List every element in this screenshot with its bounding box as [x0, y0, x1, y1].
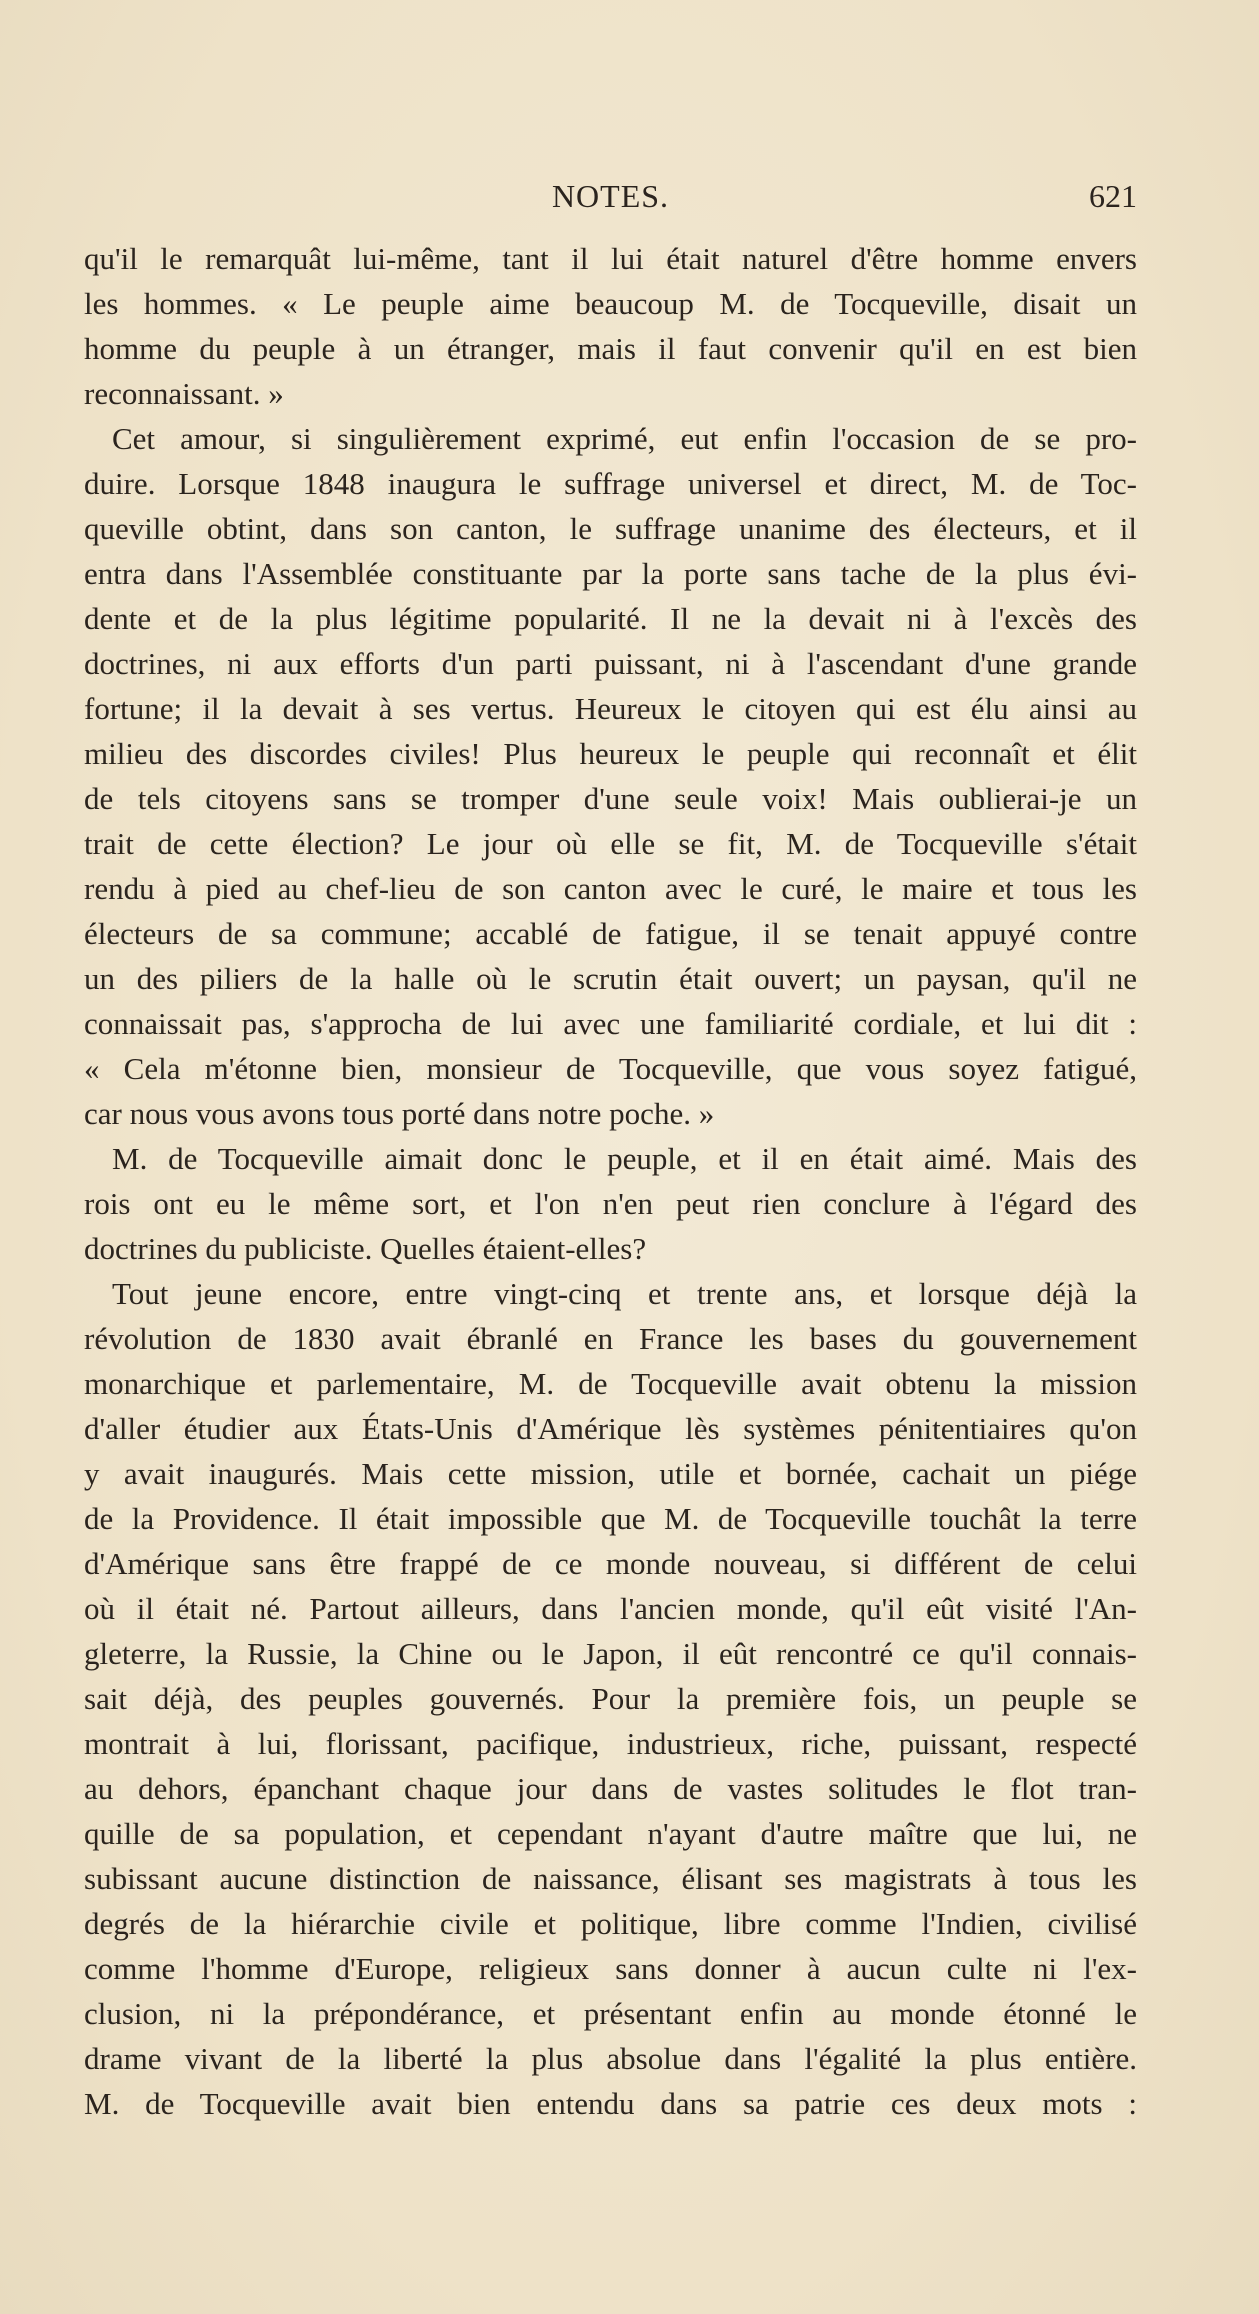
text-line: duire. Lorsque 1848 inaugura le suffrage universel et direct, M. de Toc- — [84, 466, 1137, 501]
text-line: gleterre, la Russie, la Chine ou le Japon, il eût rencontré ce qu'il connais- — [84, 1636, 1137, 1671]
text-line: entra dans l'Assemblée constituante par la porte sans tache de la plus évi- — [84, 556, 1137, 591]
text-line: doctrines du publiciste. Quelles étaient-elles? — [84, 1231, 647, 1266]
text-line: M. de Tocqueville aimait donc le peuple, et il en était aimé. Mais des — [112, 1141, 1137, 1176]
text-line: milieu des discordes civiles! Plus heureux le peuple qui reconnaît et élit — [84, 736, 1137, 771]
text-line: degrés de la hiérarchie civile et politique, libre comme l'Indien, civilisé — [84, 1906, 1137, 1941]
text-line: comme l'homme d'Europe, religieux sans donner à aucun culte ni l'ex- — [84, 1951, 1137, 1986]
body-text — [84, 236, 1137, 2126]
text-line: de la Providence. Il était impossible que M. de Tocqueville touchât la terre — [84, 1501, 1137, 1536]
text-line: reconnaissant. » — [84, 376, 284, 411]
text-line: Cet amour, si singulièrement exprimé, eut enfin l'occasion de se pro- — [112, 421, 1137, 456]
text-line: rois ont eu le même sort, et l'on n'en peut rien conclure à l'égard des — [84, 1186, 1137, 1221]
text-line: révolution de 1830 avait ébranlé en France les bases du gouvernement — [84, 1321, 1137, 1356]
text-line: y avait inaugurés. Mais cette mission, utile et bornée, cachait un piége — [84, 1456, 1137, 1491]
text-line: qu'il le remarquât lui-même, tant il lui était naturel d'être homme envers — [84, 241, 1137, 276]
text-line: connaissait pas, s'approcha de lui avec une familiarité cordiale, et lui dit : — [84, 1006, 1137, 1041]
page-number: 621 — [1089, 178, 1137, 214]
text-line: quille de sa population, et cependant n'ayant d'autre maître que lui, ne — [84, 1816, 1137, 1851]
text-line: au dehors, épanchant chaque jour dans de vastes solitudes le flot tran- — [84, 1771, 1137, 1806]
running-head — [84, 178, 1137, 222]
text-line: rendu à pied au chef-lieu de son canton avec le curé, le maire et tous les — [84, 871, 1137, 906]
text-line: les hommes. « Le peuple aime beaucoup M. de Tocqueville, disait un — [84, 286, 1137, 321]
text-line: doctrines, ni aux efforts d'un parti puissant, ni à l'ascendant d'une grande — [84, 646, 1137, 681]
text-line: où il était né. Partout ailleurs, dans l'ancien monde, qu'il eût visité l'An- — [84, 1591, 1137, 1626]
running-head-title: NOTES. — [551, 178, 670, 214]
text-line: monarchique et parlementaire, M. de Tocqueville avait obtenu la mission — [84, 1366, 1137, 1401]
text-line: drame vivant de la liberté la plus absolue dans l'égalité la plus entière. — [84, 2041, 1137, 2076]
text-line: montrait à lui, florissant, pacifique, industrieux, riche, puissant, respecté — [84, 1726, 1137, 1761]
text-line: un des piliers de la halle où le scrutin était ouvert; un paysan, qu'il ne — [84, 961, 1137, 996]
text-line: M. de Tocqueville avait bien entendu dans sa patrie ces deux mots : — [84, 2086, 1137, 2121]
text-line: fortune; il la devait à ses vertus. Heureux le citoyen qui est élu ainsi au — [84, 691, 1137, 726]
text-line: électeurs de sa commune; accablé de fatigue, il se tenait appuyé contre — [84, 916, 1137, 951]
text-line: d'Amérique sans être frappé de ce monde nouveau, si différent de celui — [84, 1546, 1137, 1581]
text-line: car nous vous avons tous porté dans notre poche. » — [84, 1096, 715, 1131]
text-line: d'aller étudier aux États-Unis d'Amérique lès systèmes pénitentiaires qu'on — [84, 1411, 1137, 1446]
text-line: dente et de la plus légitime popularité. Il ne la devait ni à l'excès des — [84, 601, 1137, 636]
text-line: queville obtint, dans son canton, le suffrage unanime des électeurs, et il — [84, 511, 1137, 546]
text-line: homme du peuple à un étranger, mais il faut convenir qu'il en est bien — [84, 331, 1137, 366]
text-line: clusion, ni la prépondérance, et présentant enfin au monde étonné le — [84, 1996, 1137, 2031]
text-line: sait déjà, des peuples gouvernés. Pour la première fois, un peuple se — [84, 1681, 1137, 1716]
text-line: Tout jeune encore, entre vingt-cinq et trente ans, et lorsque déjà la — [112, 1276, 1137, 1311]
text-line: « Cela m'étonne bien, monsieur de Tocqueville, que vous soyez fatigué, — [84, 1051, 1137, 1086]
text-line: subissant aucune distinction de naissance, élisant ses magistrats à tous les — [84, 1861, 1137, 1896]
text-line: trait de cette élection? Le jour où elle se fit, M. de Tocqueville s'était — [84, 826, 1137, 861]
text-line: de tels citoyens sans se tromper d'une seule voix! Mais oublierai-je un — [84, 781, 1137, 816]
